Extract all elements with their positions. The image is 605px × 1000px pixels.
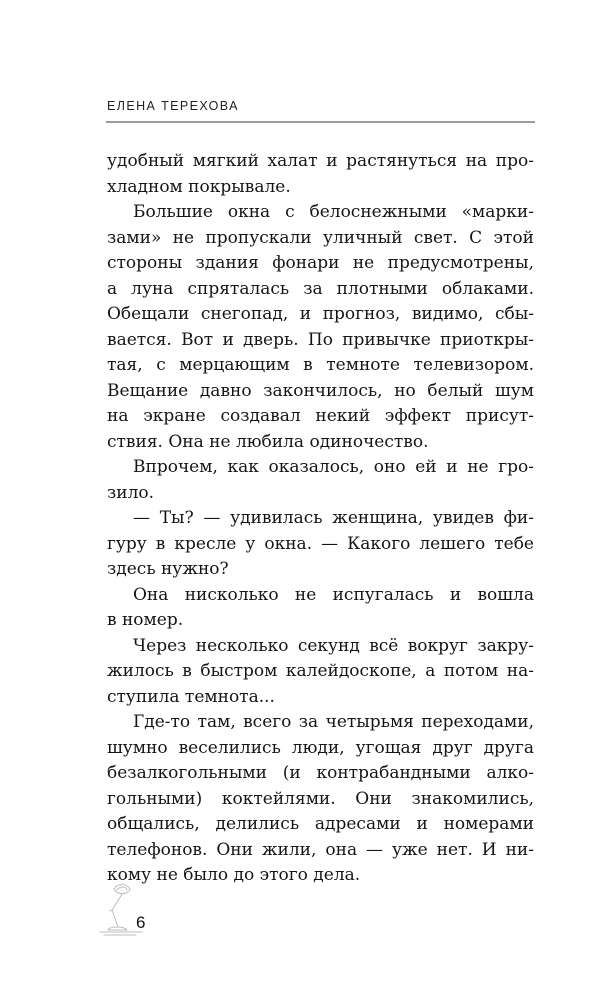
running-head-author: ЕЛЕНА ТЕРЕХОВА — [107, 99, 239, 113]
text-line: Вещание давно закончилось, но белый шум — [107, 380, 534, 401]
text-line: Впрочем, как оказалось, оно ей и не гро- — [133, 457, 534, 477]
page-number: 6 — [136, 913, 146, 932]
text-line: телефонов. Они жили, она — уже нет. И ни- — [107, 839, 534, 860]
text-line: шумно веселились люди, угощая друг друга — [107, 737, 534, 758]
text-line: удобный мягкий халат и растянуться на про- — [107, 151, 534, 171]
text-line: тая, с мерцающим в темноте телевизором. — [107, 355, 534, 375]
text-line: Обещали снегопад, и прогноз, видимо, сбы- — [107, 304, 534, 324]
text-line: хладном покрывале. — [107, 176, 291, 197]
text-line: на экране создавал некий эффект присут- — [107, 406, 534, 426]
text-line: стороны здания фонари не предусмотрены, — [107, 253, 534, 273]
text-line: общались, делились адресами и номерами — [107, 814, 534, 834]
text-line: зило. — [107, 482, 155, 503]
text-line: зами» не пропускали уличный свет. С этой — [107, 227, 534, 248]
text-line: ступила темнота... — [107, 686, 275, 707]
text-line: Большие окна с белоснежными «марки- — [133, 202, 534, 222]
text-line: Через несколько секунд всё вокруг закру- — [133, 635, 534, 656]
text-line: вается. Вот и дверь. По привычке приоткры- — [107, 329, 534, 350]
text-line: — Ты? — удивилась женщина, увидев фи- — [133, 508, 534, 528]
text-line: в номер. — [107, 610, 184, 630]
text-line: кому не было до этого дела. — [107, 865, 361, 885]
text-line: гольными) коктейлями. Они знакомились, — [107, 788, 534, 809]
text-line: Где-то там, всего за четырьмя переходами, — [133, 712, 534, 732]
text-line: безалкогольными (и контрабандными алко- — [107, 763, 534, 783]
header-rule — [106, 121, 535, 123]
text-line: Она нисколько не испугалась и вошла — [133, 584, 534, 605]
text-line: ствия. Она не любила одиночество. — [107, 431, 429, 452]
body-text — [107, 149, 534, 889]
text-line: а луна спряталась за плотными облаками. — [107, 278, 534, 299]
text-line: жилось в быстром калейдоскопе, а потом на- — [107, 661, 534, 681]
text-line: гуру в кресле у окна. — Какого лешего тебе — [107, 533, 534, 554]
text-line: здесь нужно? — [107, 559, 229, 579]
